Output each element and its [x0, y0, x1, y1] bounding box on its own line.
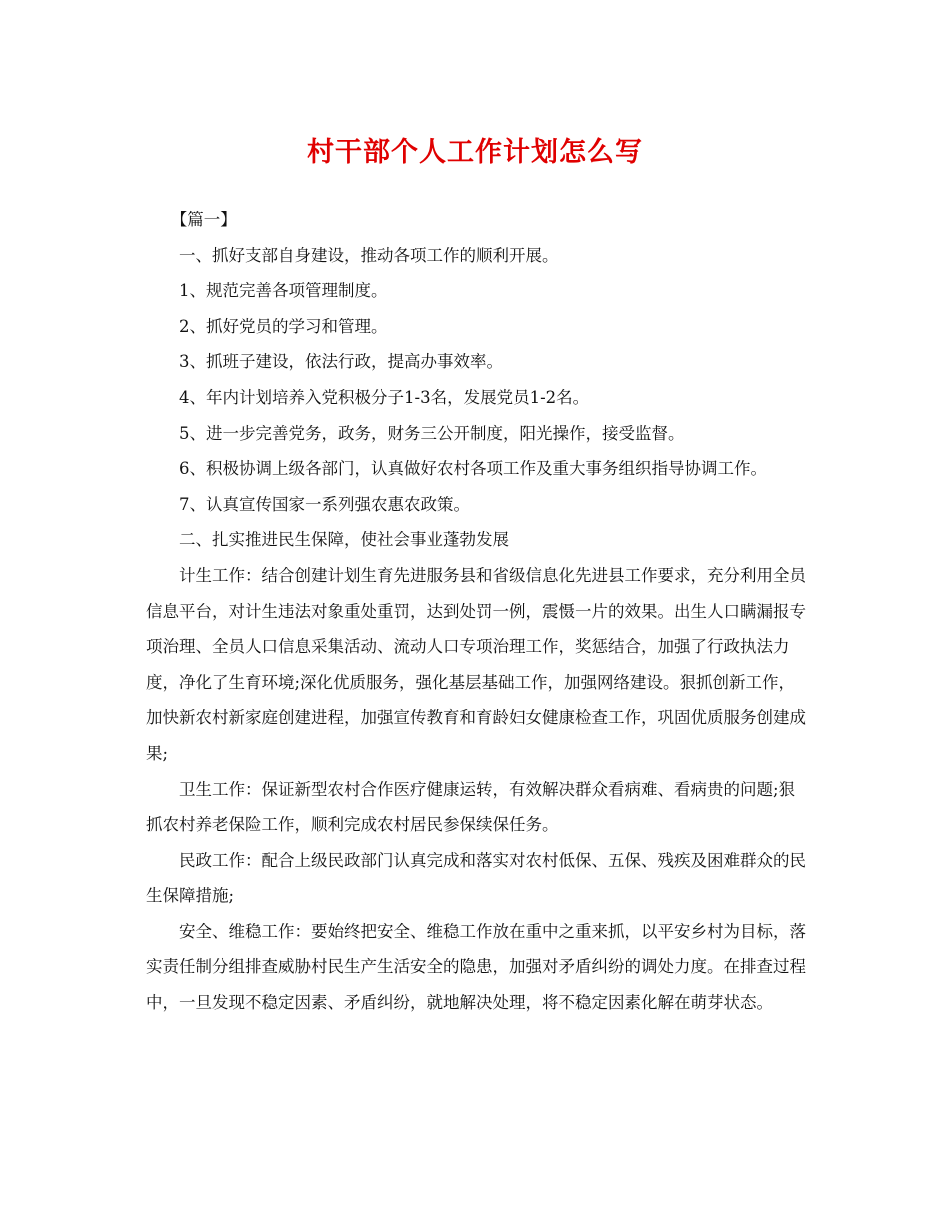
paragraph: 6、积极协调上级各部门，认真做好农村各项工作及重大事务组织指导协调工作。: [179, 459, 767, 479]
paragraph: 5、进一步完善党务，政务，财务三公开制度，阳光操作，接受监督。: [179, 423, 685, 443]
document-title: 村干部个人工作计划怎么写: [307, 137, 643, 168]
paragraph: 3、抓班子建设，依法行政，提高办事效率。: [179, 352, 503, 372]
section-heading-1: 【篇一】: [170, 210, 237, 229]
paragraph: 二、扎实推进民生保障，使社会事业蓬勃发展: [179, 530, 509, 550]
paragraph: 卫生工作：保证新型农村合作医疗健康运转，有效解决群众看病难、看病贵的问题;狠抓农村养老保险工作，顺利完成农村居民参保续保任务。: [146, 779, 796, 835]
document-body: [146, 202, 806, 1021]
paragraph: 2、抓好党员的学习和管理。: [179, 316, 388, 336]
paragraph: 一、抓好支部自身建设，推动各项工作的顺利开展。: [179, 245, 559, 265]
paragraph: 4、年内计划培养入党积极分子1-3名，发展党员1-2名。: [179, 387, 590, 407]
paragraph: 1、规范完善各项管理制度。: [179, 281, 388, 301]
paragraph: 计生工作：结合创建计划生育先进服务县和省级信息化先进县工作要求，充分利用全员信息平台，对计生违法对象重处重罚，达到处罚一例，震慑一片的效果。出生人口瞒漏报专项治理、全员人口信息采集活动、流动人口专项治理工作，奖惩结合，加强了行政执法力度，净化了生育环境;深化优质服务，强化基层基础工作，加强网络建设。狠抓创新工作，加快新农村新家庭创建进程，加强宣传教育和育龄妇女健康检查工作，巩固优质服务创建成果;: [146, 565, 806, 763]
paragraph: 民政工作：配合上级民政部门认真完成和落实对农村低保、五保、残疾及困难群众的民生保障措施;: [146, 850, 806, 906]
paragraph: 安全、维稳工作：要始终把安全、维稳工作放在重中之重来抓，以平安乡村为目标，落实责任制分组排查威胁村民生产生活安全的隐患，加强对矛盾纠纷的调处力度。在排查过程中，一旦发现不稳定因素、矛盾纠纷，就地解决处理，将不稳定因素化解在萌芽状态。: [146, 921, 806, 1013]
paragraph: 7、认真宣传国家一系列强农惠农政策。: [179, 494, 470, 514]
